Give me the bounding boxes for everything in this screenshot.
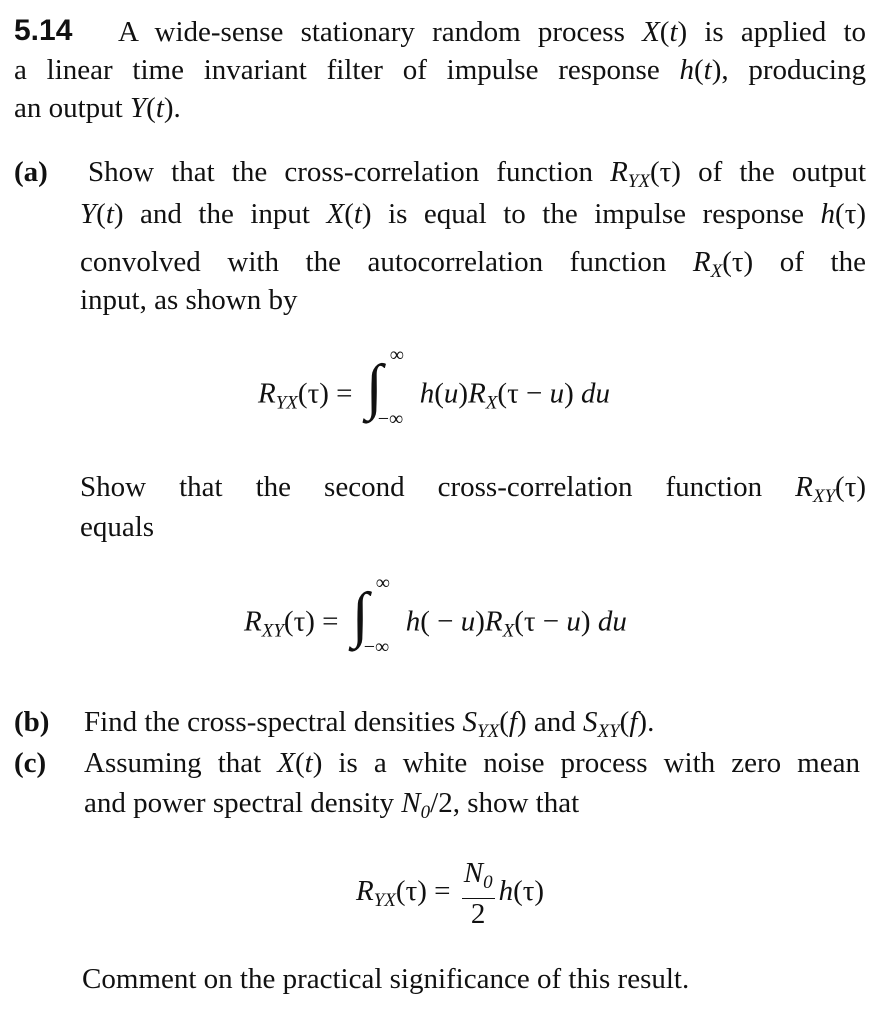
text-segment: equals (80, 511, 155, 543)
text-segment: (τ) (513, 875, 545, 908)
text-segment: ( (619, 706, 630, 738)
text-segment: ), producing (711, 54, 866, 86)
fraction (462, 858, 495, 929)
text-segment: ( (659, 16, 670, 48)
text-segment: f (508, 706, 517, 738)
lower-limit: −∞ (363, 636, 390, 658)
text-line (84, 705, 654, 749)
lower-limit: −∞ (377, 408, 404, 430)
text-segment: (τ) = (297, 377, 360, 410)
text-segment: convolved with the autocorrelation function (80, 246, 693, 278)
denominator: 2 (470, 898, 486, 930)
text-segment: X (326, 198, 345, 230)
text-line (84, 786, 579, 830)
equation-ryx-integral (258, 344, 610, 430)
text-segment: ( (434, 377, 444, 410)
text-segment: R (610, 156, 628, 188)
text-segment: h (820, 198, 836, 230)
text-segment: X (485, 392, 498, 414)
integral-symbol: ∫ (365, 353, 383, 421)
text-segment: ) and the input (113, 198, 327, 230)
text-segment: Y (80, 198, 97, 230)
text-segment: ) (458, 377, 469, 410)
equation-white-noise-result (356, 858, 544, 929)
numerator-symbol: N (463, 857, 484, 889)
part-b-label: (b) (14, 706, 50, 738)
text-line (14, 91, 181, 125)
text-line (80, 283, 298, 317)
text-segment: ( (499, 706, 509, 738)
integral-sign (346, 572, 406, 658)
integral-sign (360, 344, 420, 430)
text-segment: (τ) (835, 471, 866, 503)
text-segment: ( (96, 198, 106, 230)
text-segment: t (304, 747, 313, 779)
text-segment: input, as shown by (80, 284, 298, 316)
text-segment: N (401, 787, 421, 819)
text-segment: u (443, 377, 459, 410)
text-segment: ( (344, 198, 354, 230)
text-segment: Show that the cross-correlation function (88, 156, 611, 188)
part-a-label: (a) (14, 156, 48, 188)
text-segment: ) (564, 377, 581, 410)
text-segment: (τ − (514, 605, 567, 638)
text-segment: Assuming that (84, 747, 278, 779)
text-line (14, 53, 866, 87)
text-segment: t (669, 16, 678, 48)
text-segment: ) is applied to (677, 16, 866, 48)
text-segment: Y (130, 92, 147, 124)
text-segment: ( − (420, 605, 461, 638)
text-segment: ). (637, 706, 655, 738)
text-segment: ) is a white noise process with zero mean (312, 747, 860, 779)
text-segment: (τ) = (283, 605, 346, 638)
text-segment: (τ) of the (722, 246, 866, 278)
text-segment: X (502, 620, 515, 642)
part-c-label: (c) (14, 747, 47, 779)
upper-limit: ∞ (389, 344, 404, 366)
text-segment: an output (14, 92, 130, 124)
text-segment: ) (580, 605, 598, 638)
text-line (80, 510, 154, 544)
text-segment: R (356, 875, 374, 908)
text-segment: X (277, 747, 295, 779)
text-segment: (τ) = (395, 875, 458, 908)
text-segment: (τ) (835, 198, 866, 230)
text-segment: du (581, 377, 610, 410)
text-segment: XY (597, 721, 620, 742)
text-line (88, 155, 866, 199)
text-segment: XY (812, 486, 836, 507)
text-segment: YX (477, 721, 500, 742)
text-segment: t (703, 54, 712, 86)
text-segment: R (244, 605, 262, 638)
text-segment: t (155, 92, 164, 124)
text-line (80, 197, 866, 231)
text-segment: h (498, 875, 514, 908)
text-segment: t (353, 198, 362, 230)
text-segment: YX (275, 392, 298, 414)
problem-number: 5.14 (14, 14, 73, 47)
text-segment: ( (294, 747, 305, 779)
text-segment: Comment on the practical significance of this result. (82, 963, 690, 995)
text-segment: R (692, 246, 711, 278)
text-segment: /2, show that (430, 787, 580, 819)
text-segment: h (679, 54, 694, 86)
text-line (84, 746, 860, 780)
text-segment: S (582, 706, 598, 738)
text-segment: a linear time invariant filter of impulse response (14, 54, 680, 86)
text-segment: u (460, 605, 476, 638)
text-segment: XY (261, 620, 284, 642)
text-segment: S (462, 706, 478, 738)
text-segment: t (105, 198, 114, 230)
text-segment: R (795, 471, 813, 503)
text-segment: ( (693, 54, 704, 86)
text-line (82, 962, 689, 996)
integral-symbol: ∫ (351, 581, 369, 649)
text-segment: Show that the second cross-correlation function (80, 471, 796, 503)
text-segment: (τ − (497, 377, 550, 410)
text-segment: X (642, 16, 660, 48)
text-segment: u (549, 377, 565, 410)
text-segment: YX (627, 171, 650, 192)
text-segment: ) (475, 605, 485, 638)
text-segment: A wide-sense stationary random process (118, 16, 643, 48)
equation-rxy-integral (244, 572, 627, 658)
text-segment: ( (146, 92, 156, 124)
text-segment: 0 (420, 802, 431, 823)
text-segment: R (258, 377, 276, 410)
text-segment: (τ) of the output (649, 156, 866, 188)
text-segment: ). (163, 92, 181, 124)
numerator-subscript: 0 (483, 872, 493, 893)
text-segment: Find the cross-spectral densities (84, 706, 463, 738)
text-segment: ) and (516, 706, 583, 738)
text-segment: du (597, 605, 627, 638)
text-segment: h (419, 377, 435, 410)
text-segment: h (405, 605, 421, 638)
text-segment: and power spectral density (84, 787, 402, 819)
text-segment: R (484, 605, 503, 638)
text-segment: X (710, 261, 723, 282)
text-segment: R (468, 377, 486, 410)
upper-limit: ∞ (375, 572, 390, 594)
text-line (118, 15, 866, 49)
text-segment: u (566, 605, 581, 638)
text-segment: YX (373, 890, 396, 912)
numerator (462, 858, 495, 899)
text-segment: f (629, 706, 638, 738)
text-segment: ) is equal to the impulse response (361, 198, 821, 230)
text-line (80, 470, 866, 514)
